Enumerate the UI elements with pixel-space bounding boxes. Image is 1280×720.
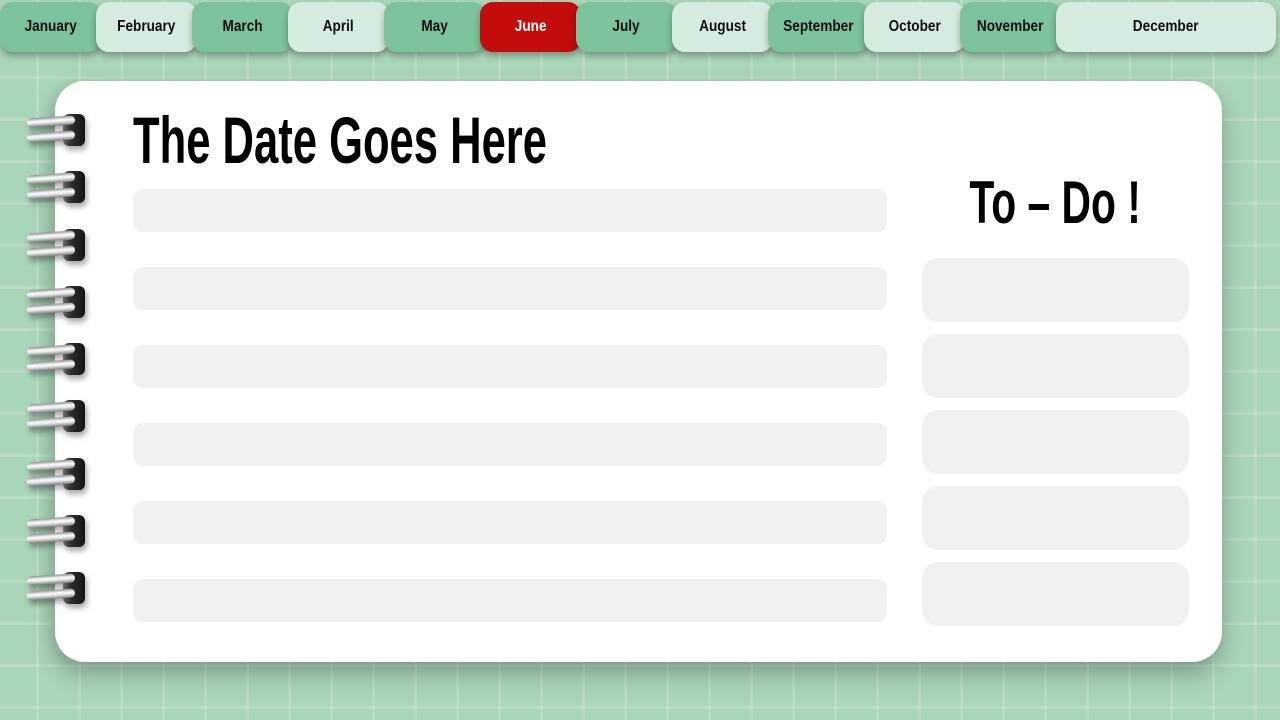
todo-title <box>922 169 1189 236</box>
todo-line[interactable] <box>922 410 1189 474</box>
todo-line[interactable] <box>922 562 1189 626</box>
tab-december[interactable] <box>1056 2 1276 52</box>
tab-label: August <box>699 18 746 35</box>
spiral-binding <box>27 229 85 261</box>
tab-february[interactable] <box>96 2 197 52</box>
month-tabbar <box>0 2 1276 52</box>
tab-august[interactable] <box>672 2 773 52</box>
tab-june-selected[interactable] <box>480 2 581 52</box>
tab-label: May <box>421 18 448 35</box>
todo-line[interactable] <box>922 334 1189 398</box>
tab-july[interactable] <box>576 2 677 52</box>
planner-page <box>55 81 1222 662</box>
spiral-bindings <box>27 114 85 604</box>
tab-label: February <box>117 18 176 35</box>
spiral-binding <box>27 171 85 203</box>
todo-title-text: To – Do ! <box>969 169 1142 236</box>
todo-line[interactable] <box>922 258 1189 322</box>
todo-line[interactable] <box>922 486 1189 550</box>
tab-label: April <box>322 18 354 35</box>
page-title: The Date Goes Here <box>133 103 547 177</box>
note-line[interactable] <box>133 501 887 544</box>
tab-label: October <box>888 18 941 35</box>
tab-label: March <box>222 18 263 35</box>
spiral-binding <box>27 458 85 490</box>
tab-september[interactable] <box>768 2 869 52</box>
spiral-binding <box>27 286 85 318</box>
spiral-binding <box>27 343 85 375</box>
note-line[interactable] <box>133 267 887 310</box>
tab-march[interactable] <box>192 2 293 52</box>
tab-label: January <box>24 18 77 35</box>
tab-label: July <box>612 18 641 35</box>
spiral-binding <box>27 515 85 547</box>
spiral-binding <box>27 114 85 146</box>
spiral-binding <box>27 400 85 432</box>
tab-label: December <box>1133 18 1199 35</box>
note-line[interactable] <box>133 579 887 622</box>
tab-april[interactable] <box>288 2 389 52</box>
note-line[interactable] <box>133 189 887 232</box>
tab-october[interactable] <box>864 2 965 52</box>
tab-label: September <box>783 18 854 35</box>
note-lines <box>133 189 887 657</box>
spiral-binding <box>27 572 85 604</box>
tab-label: June <box>514 18 547 35</box>
tab-may[interactable] <box>384 2 485 52</box>
todo-lines <box>922 258 1189 638</box>
note-line[interactable] <box>133 423 887 466</box>
tab-label: November <box>977 18 1044 35</box>
tab-november[interactable] <box>960 2 1061 52</box>
tab-january[interactable] <box>0 2 101 52</box>
note-line[interactable] <box>133 345 887 388</box>
